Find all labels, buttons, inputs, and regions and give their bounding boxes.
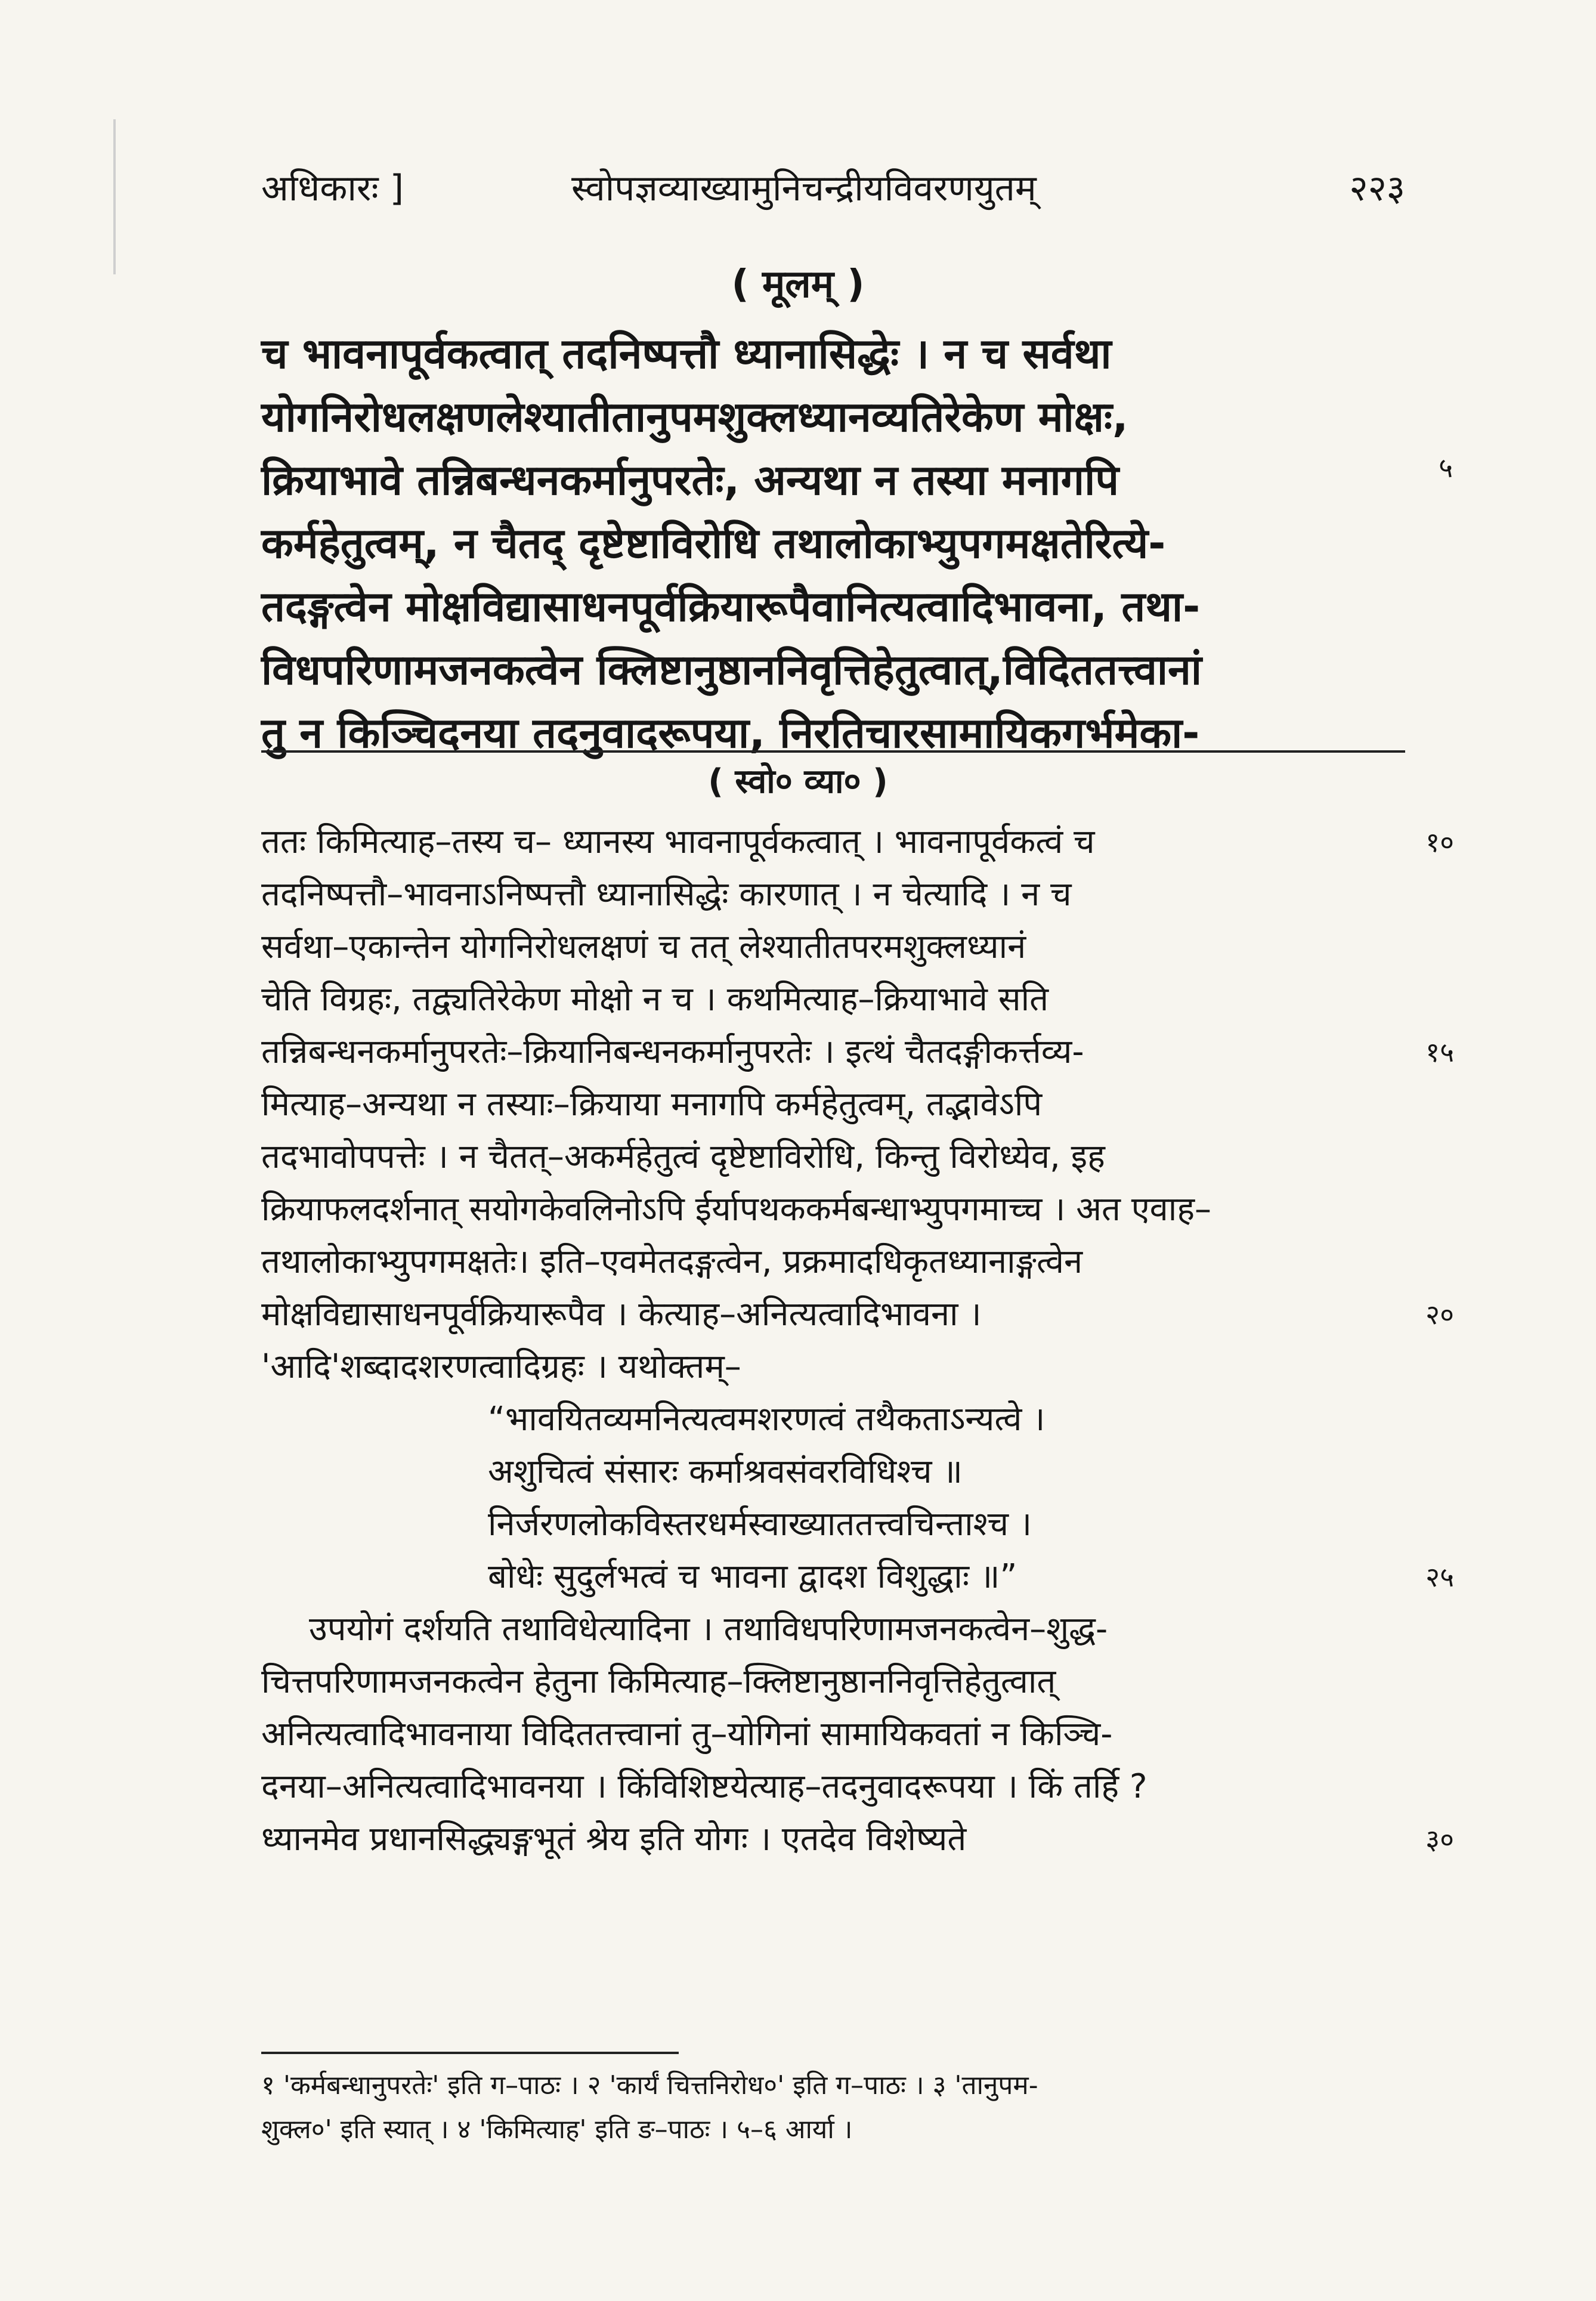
commentary-line-text: ध्यानमेव प्रधानसिद्ध्यङ्गभूतं श्रेय इति योगः । एतदेव विशेष्यते — [261, 1820, 967, 1858]
commentary-line-text: चेति विग्रहः, तद्व्यतिरेकेण मोक्षो न च । कथमित्याह–क्रियाभावे सति — [261, 980, 1049, 1019]
line-number: २० — [1425, 1298, 1454, 1331]
commentary-line-text: ततः किमित्याह–तस्य च– ध्यानस्य भावनापूर्वकत्वात् । भावनापूर्वकत्वं च — [261, 822, 1095, 861]
mula-text — [261, 322, 1453, 765]
commentary-line-text: दनया–अनित्यत्वादिभावनया । किंविशिष्टयेत्याह–तदनुवादरूपया । किं तर्हि ? — [261, 1767, 1147, 1806]
commentary-line-text: उपयोगं दर्शयति तथाविधेत्यादिना । तथाविधपरिणामजनकत्वेन–शुद्ध- — [309, 1610, 1108, 1649]
commentary-line — [261, 1078, 1405, 1131]
commentary-line-text: सर्वथा–एकान्तेन योगनिरोधलक्षणं च तत् लेश्यातीतपरमशुक्लध्यानं — [261, 927, 1026, 966]
commentary-line — [261, 816, 1454, 868]
commentary-line-text: निर्जरणलोकविस्तरधर्मस्वाख्याततत्त्वचिन्ताश्च । — [488, 1505, 1032, 1544]
mula-line: कर्महेतुत्वम्, न चैतद् दृष्टेष्टाविरोधि तथालोकाभ्युपगमक्षतेरित्ये- — [261, 519, 1166, 568]
commentary-line-text: 'आदि'शब्दादशरणत्वादिग्रहः । यथोक्तम्– — [261, 1347, 741, 1386]
header-title: स्वोपज्ञव्याख्यामुनिचन्द्रीयविवरणयुतम् — [571, 168, 1037, 209]
commentary-line — [261, 1236, 1405, 1288]
mula-line: तु न किञ्चिदनया तदनुवादरूपया, निरतिचारसामायिकगर्भमेका- — [261, 709, 1200, 757]
footnote-rule — [261, 2052, 679, 2054]
commentary-line — [261, 1026, 1454, 1078]
line-number: २५ — [1425, 1561, 1454, 1593]
mula-line: क्रियाभावे तन्निबन्धनकर्मानुपरतेः, अन्यथा न तस्या मनागपि — [261, 456, 1119, 505]
commentary-line-text: चित्तपरिणामजनकत्वेन हेतुना किमित्याह–क्लिष्टानुष्ठाननिवृत्तिहेतुत्वात् — [261, 1662, 1056, 1701]
commentary-line — [261, 1341, 1405, 1393]
commentary-line — [261, 1603, 1405, 1656]
commentary-line — [261, 1813, 1454, 1866]
commentary-line-text: बोधेः सुदुर्लभत्वं च भावना द्वादश विशुद्धाः ॥” — [488, 1557, 1017, 1596]
commentary-line — [261, 973, 1405, 1026]
mula-label: ( मूलम् ) — [731, 262, 865, 307]
scan-edge-mark — [113, 119, 116, 274]
section-rule — [261, 750, 1405, 753]
commentary-line-text: तदभावोपपत्तेः । न चैतत्–अकर्महेतुत्वं दृष्टेष्टाविरोधि, किन्तु विरोध्येव, इह — [261, 1137, 1105, 1176]
commentary-line — [261, 1761, 1405, 1813]
commentary-line — [261, 1393, 1405, 1446]
commentary-line — [261, 1708, 1405, 1761]
commentary-line-text: मित्याह–अन्यथा न तस्याः–क्रियाया मनागपि कर्महेतुत्वम्, तद्भावेऽपि — [261, 1085, 1043, 1124]
vyakhya-text — [261, 816, 1454, 1866]
mula-line-number: ५ — [1439, 451, 1453, 484]
commentary-line-text: तथालोकाभ्युपगमक्षतेः। इति–एवमेतदङ्गत्वेन, प्रक्रमादधिकृतध्यानाङ्गत्वेन — [261, 1242, 1083, 1281]
header-chapter: अधिकारः ] — [261, 168, 404, 209]
mula-line: च भावनापूर्वकत्वात् तदनिष्पत्तौ ध्यानासिद्धेः । न च सर्वथा — [261, 329, 1112, 378]
mula-line: विधपरिणामजनकत्वेन क्लिष्टानुष्ठाननिवृत्तिहेतुत्वात्,विदिततत्त्वानां — [261, 645, 1202, 694]
commentary-line — [261, 1498, 1405, 1551]
commentary-line-text: “भावयितव्यमनित्यत्वमशरणत्वं तथैकताऽन्यत्वे । — [488, 1400, 1046, 1439]
footnote-line: शुक्ल०' इति स्यात् । ४ 'किमित्याह' इति ङ–पाठः । ५–६ आर्या । — [261, 2114, 853, 2145]
vyakhya-label: ( स्वो० व्या० ) — [708, 762, 888, 801]
commentary-line — [261, 1446, 1405, 1498]
commentary-line-text: अशुचित्वं संसारः कर्माश्रवसंवरविधिश्च ॥ — [488, 1452, 963, 1491]
commentary-line — [261, 1656, 1405, 1708]
commentary-line-text: मोक्षविद्यासाधनपूर्वक्रियारूपैव । केत्याह–अनित्यत्वादिभावना । — [261, 1295, 982, 1334]
commentary-line-text: अनित्यत्वादिभावनाया विदिततत्त्वानां तु–योगिनां सामायिकवतां न किञ्चि- — [261, 1715, 1113, 1753]
commentary-line-text: तन्निबन्धनकर्मानुपरतेः–क्रियानिबन्धनकर्मानुपरतेः । इत्थं चैतदङ्गीकर्त्तव्य- — [261, 1032, 1084, 1071]
line-number: १० — [1425, 826, 1454, 858]
commentary-line — [261, 921, 1405, 973]
line-number: ३० — [1425, 1823, 1454, 1855]
footnote-line: १ 'कर्मबन्धानुपरतेः' इति ग–पाठः । २ 'कार्यं चित्तनिरोध०' इति ग–पाठः । ३ 'तानुपम- — [261, 2070, 1038, 2101]
line-number: १५ — [1425, 1036, 1454, 1068]
page-header — [261, 162, 1405, 216]
mula-line: तदङ्गत्वेन मोक्षविद्यासाधनपूर्वक्रियारूपैवानित्यत्वादिभावना, तथा- — [261, 582, 1201, 631]
page-number: २२३ — [1349, 168, 1405, 209]
commentary-line-text: तदनिष्पत्तौ–भावनाऽनिष्पत्तौ ध्यानासिद्धेः कारणात् । न चेत्यादि । न च — [261, 875, 1072, 914]
mula-line: योगनिरोधलक्षणलेश्यातीतानुपमशुक्लध्यानव्यतिरेकेण मोक्षः, — [261, 392, 1128, 441]
commentary-line — [261, 1551, 1454, 1603]
commentary-line — [261, 1131, 1405, 1183]
footnotes — [261, 2064, 1405, 2152]
commentary-line — [261, 1288, 1454, 1341]
commentary-line — [261, 868, 1405, 921]
commentary-line — [261, 1183, 1405, 1236]
commentary-line-text: क्रियाफलदर्शनात् सयोगकेवलिनोऽपि ईर्यापथककर्मबन्धाभ्युपगमाच्च । अत एवाह– — [261, 1190, 1212, 1229]
